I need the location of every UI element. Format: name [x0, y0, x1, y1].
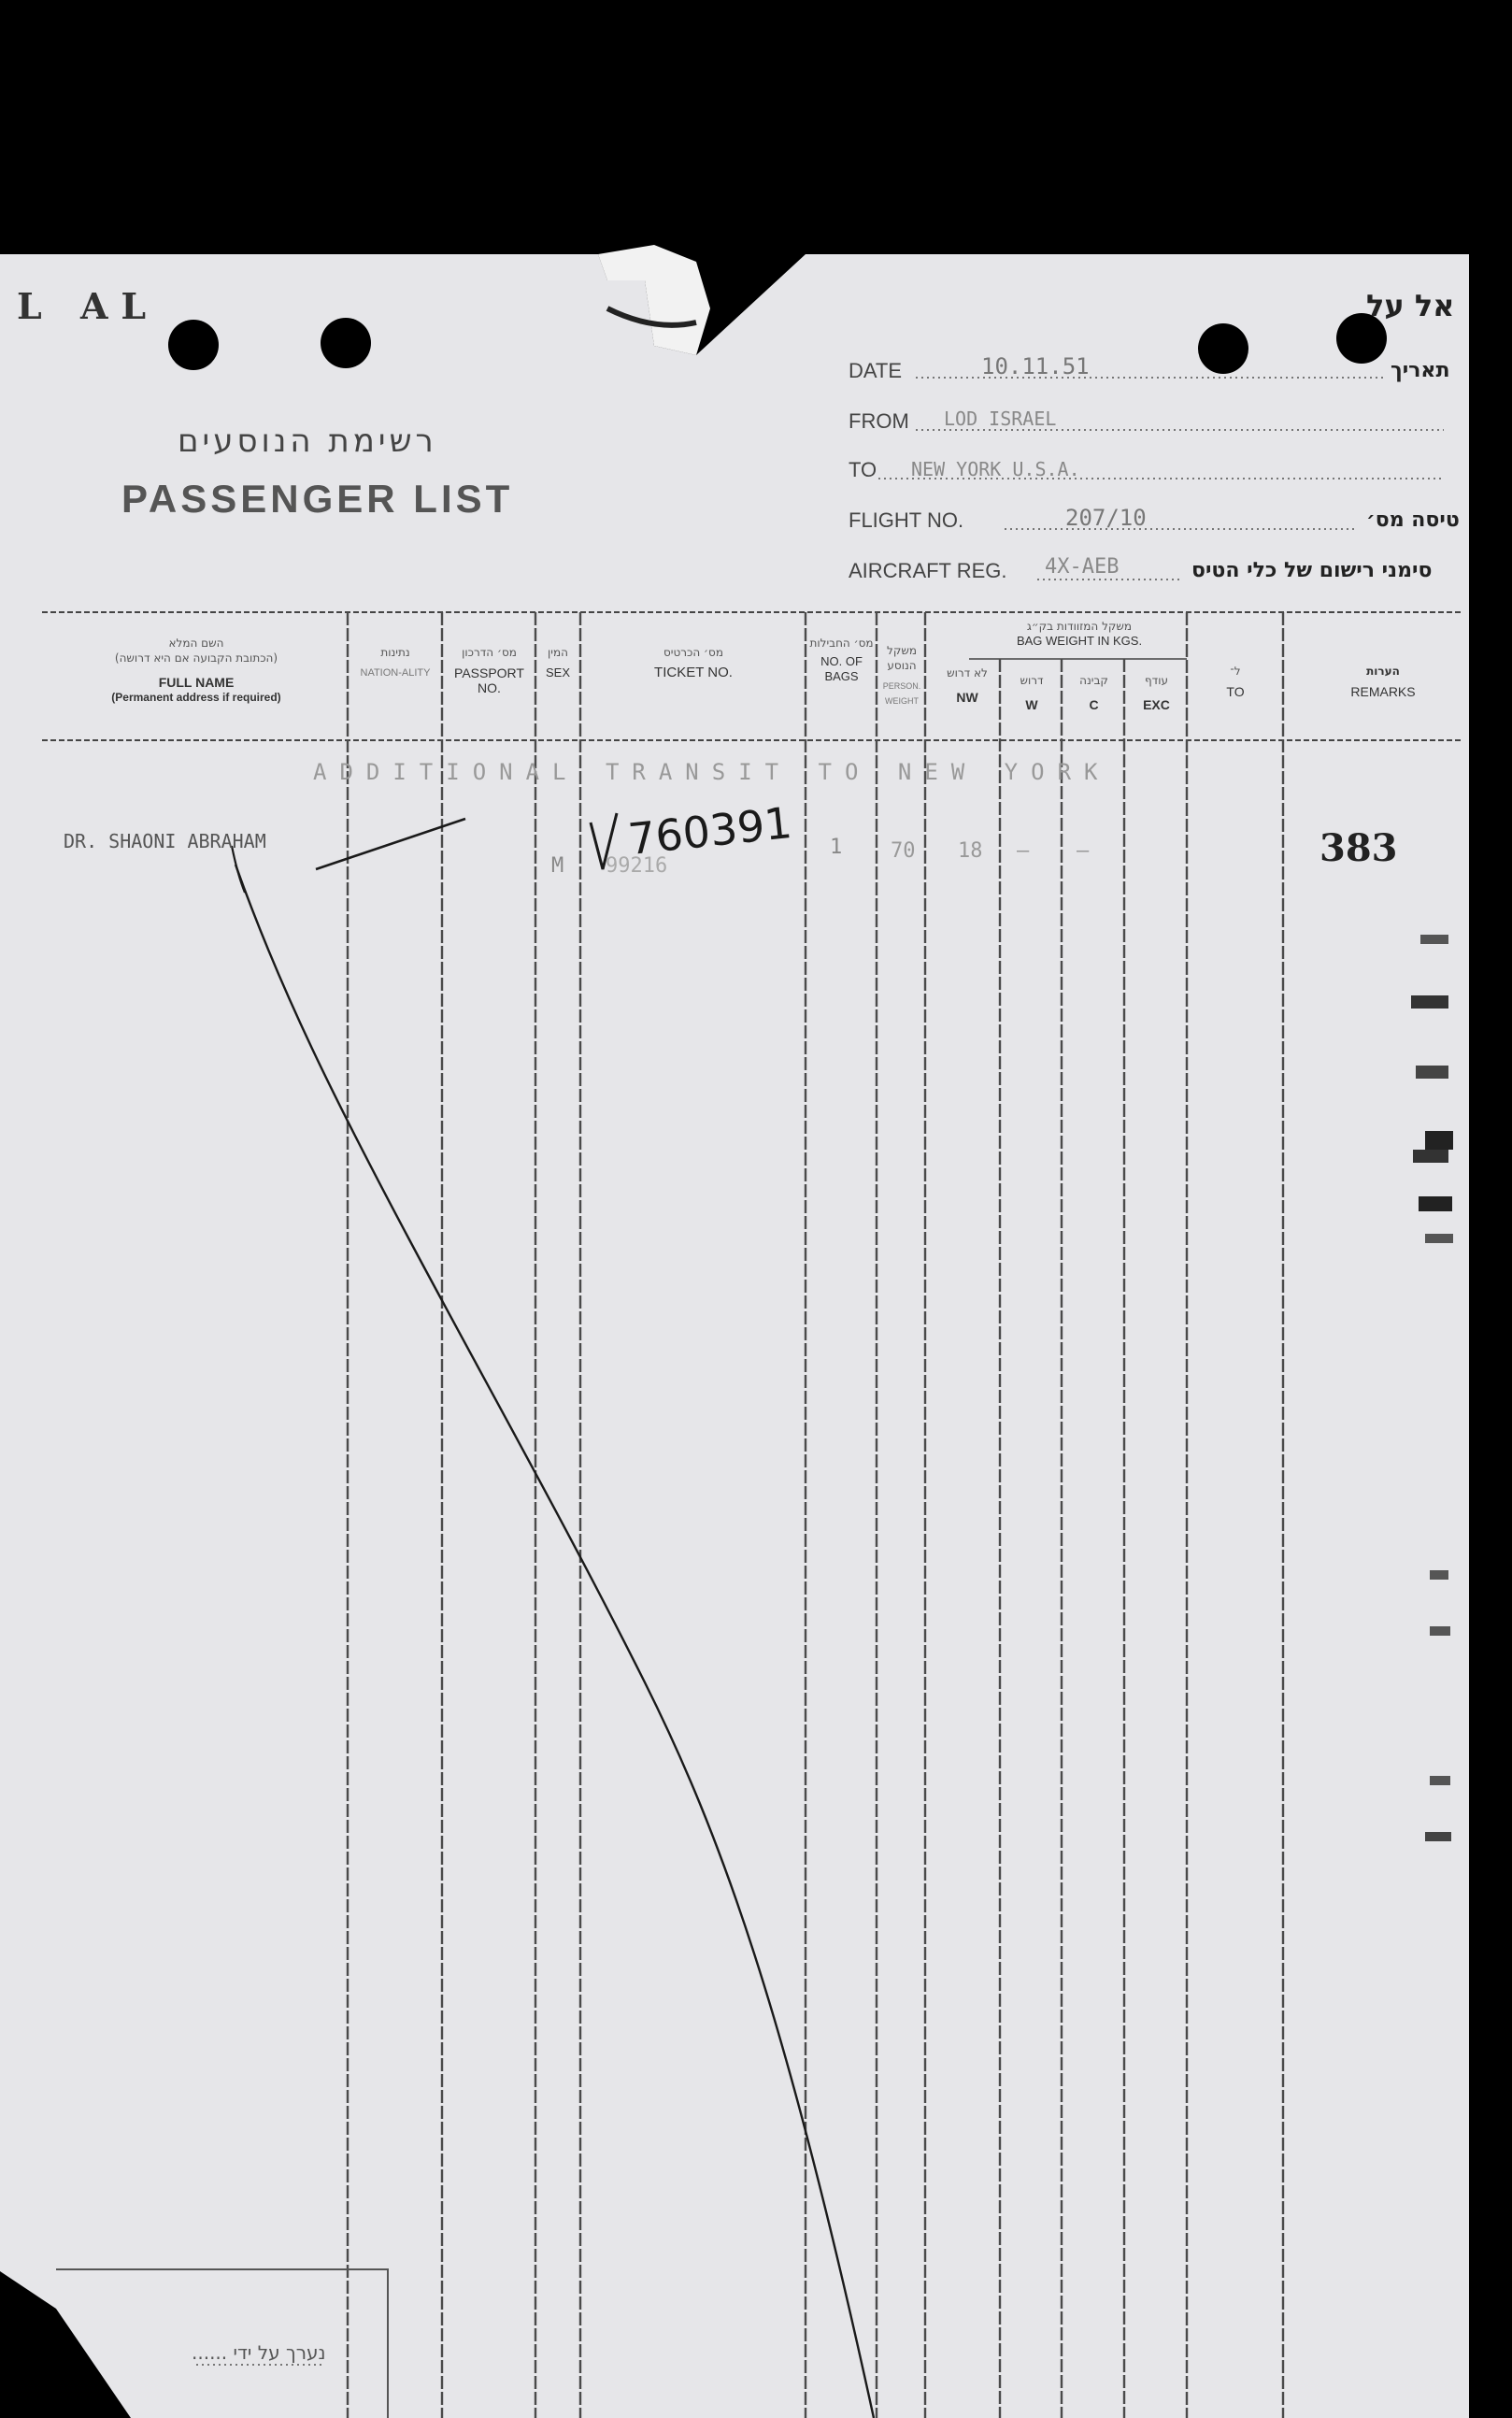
col-w: דרוש W: [1020, 674, 1044, 712]
passenger-name: DR. SHAONI ABRAHAM: [64, 830, 266, 852]
col-ticket: מס׳ הכרטיס TICKET NO.: [654, 646, 733, 680]
flight-no-label-he: טיסה מס׳: [1366, 508, 1460, 532]
flight-no-label: FLIGHT NO.: [849, 508, 964, 532]
col-to: ל־ TO: [1226, 665, 1245, 699]
aircraft-reg-label-he: סימני רישום של כלי הטיס: [1191, 559, 1433, 582]
passenger-bags: 1: [830, 836, 843, 859]
punch-hole-1: [168, 320, 219, 370]
date-label: DATE: [849, 359, 903, 382]
col-nw: לא דרוש NW: [947, 666, 988, 705]
col-full-name: השם המלא (הכתובת הקבועה אם היא דרושה) FULL NAME (Permanent address if required): [111, 637, 281, 704]
aircraft-reg-value: 4X-AEB: [1045, 555, 1120, 579]
from-value: LOD ISRAEL: [944, 408, 1057, 430]
col-bag-weight: משקל המזוודות בק״ג BAG WEIGHT IN KGS.: [1016, 620, 1143, 648]
punch-hole-3: [1198, 323, 1248, 374]
from-label: FROM: [849, 409, 909, 433]
airline-name-he: אל על: [1366, 288, 1455, 323]
title-en: PASSENGER LIST: [121, 477, 514, 521]
passenger-sex: M: [551, 854, 564, 878]
airline-name-en: L AL: [17, 285, 160, 327]
col-exc: עודף EXC: [1143, 674, 1170, 712]
col-sex: המין SEX: [545, 646, 570, 680]
passenger-weight: 70: [891, 839, 916, 863]
date-value: 10.11.51: [981, 353, 1090, 379]
footer-prepared-by: נערך על ידי ......: [192, 2341, 326, 2364]
aircraft-reg-label: AIRCRAFT REG.: [849, 559, 1007, 582]
punch-hole-2: [321, 318, 371, 368]
date-label-he: תאריך: [1391, 359, 1450, 382]
col-c: קבינה C: [1079, 674, 1108, 712]
section-heading: ADDITIONAL TRANSIT TO NEW YORK: [313, 759, 1111, 785]
ticket-handwritten: 760391: [625, 796, 794, 866]
bag-weight-c: —: [1077, 839, 1090, 863]
bag-weight-w: —: [1017, 839, 1030, 863]
to-label: TO: [849, 458, 877, 481]
col-passport: מס׳ הדרכון PASSPORT NO.: [454, 646, 524, 695]
flight-no-value: 207/10: [1065, 505, 1147, 531]
remarks-number: 383: [1319, 826, 1398, 870]
title-he: רשימת הנוסעים: [178, 422, 437, 460]
col-remarks: הערות REMARKS: [1350, 665, 1416, 699]
col-bags: מס׳ החבילות NO. OF BAGS: [809, 637, 874, 683]
to-value: NEW YORK U.S.A.: [911, 458, 1080, 480]
ticket-typed: 99216: [606, 854, 668, 878]
bag-weight-nw: 18: [958, 839, 983, 863]
col-nationality: נתינות NATION-ALITY: [360, 646, 431, 679]
col-person-weight: משקל הנוסע PERSON. WEIGHT: [882, 644, 921, 706]
